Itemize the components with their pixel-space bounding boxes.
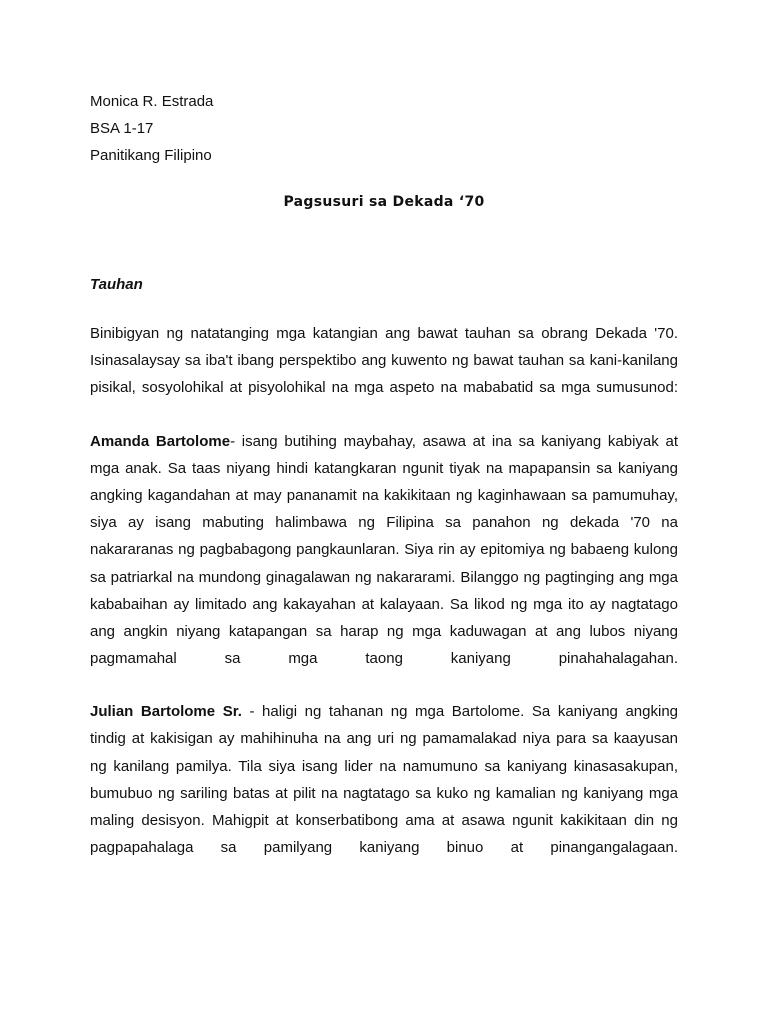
character-paragraph-amanda <box>90 428 678 673</box>
paragraph-line: siya ay isang mabuting halimbawa ng Filipina sa panahon ng dekada '70 na <box>90 514 678 532</box>
paragraph-line: Isinasalaysay sa iba't ibang perspektibo ang kuwento ng bawat tauhan sa kani-kanilang <box>90 352 678 370</box>
section-heading: Tauhan <box>90 276 143 293</box>
paragraph-line: kababaihan ay limitado ang kakayahan at kalayaan. Sa likod ng mga ito ay nagtatago <box>90 595 678 613</box>
document-title: Pagsusuri sa Dekada ‘70 <box>283 194 485 210</box>
paragraph-line: mga anak. Sa taas niyang hindi katangkaran ngunit tiyak na mapapansin sa kaniyang <box>90 459 678 477</box>
intro-paragraph <box>90 320 678 402</box>
paragraph-line: ang angkin niyang katapangan sa harap ng mga kaduwagan at ang lubos niyang <box>90 622 678 640</box>
paragraph-line: pisikal, sosyolohikal at pisyolohikal na mga aspeto na mababatid sa mga sumusunod: <box>90 379 678 397</box>
character-name: Julian Bartolome Sr. <box>90 703 242 721</box>
paragraph-line: angking kagandahan at may pananamit na kakikitaan ng kaginhawaan sa pamumuhay, <box>90 486 678 504</box>
paragraph-line: ng kanilang pamilya. Tila siya isang lider na namumuno sa kaniyang kinasasakupan, <box>90 757 678 775</box>
paragraph-line: pagpapahalaga sa pamilyang kaniyang binuo at pinangangalagaan. <box>90 839 678 857</box>
document-page <box>90 88 678 861</box>
class-section: BSA 1-17 <box>90 120 154 137</box>
paragraph-line: sa patriarkal na mundong ginagalawan ng nakararami. Bilanggo ng pagtinging ang mga <box>90 568 678 586</box>
paragraph-line: nakararanas ng pagbabagong pangkaunlaran. Siya rin ay epitomiya ng babaeng kulong <box>90 541 678 559</box>
character-name: Amanda Bartolome <box>90 432 231 450</box>
paragraph-line: tindig at kakisigan ay mahihinuha na ang uri ng pamamalakad niya para sa kaayusan <box>90 730 678 748</box>
character-paragraph-julian <box>90 698 678 861</box>
course-name: Panitikang Filipino <box>90 147 212 164</box>
paragraph-first-line <box>90 428 678 455</box>
paragraph-text: - haligi ng tahanan ng mga Bartolome. Sa kaniyang angking <box>241 703 679 721</box>
author-name: Monica R. Estrada <box>90 93 214 110</box>
paragraph-line: pagmamahal sa mga taong kaniyang pinahahalagahan. <box>90 650 678 668</box>
paragraph-line: Binibigyan ng natatanging mga katangian ang bawat tauhan sa obrang Dekada '70. <box>90 325 678 342</box>
paragraph-line: bumubuo ng sariling batas at pilit na nagtatago sa kuko ng kamalian ng kaniyang mga <box>90 784 678 802</box>
paragraph-first-line <box>90 698 678 725</box>
paragraph-line: maling desisyon. Mahigpit at konserbatibong ama at asawa ngunit kakikitaan din ng <box>90 812 678 829</box>
paragraph-text: - isang butihing maybahay, asawa at ina sa kaniyang kabiyak at <box>230 432 678 450</box>
